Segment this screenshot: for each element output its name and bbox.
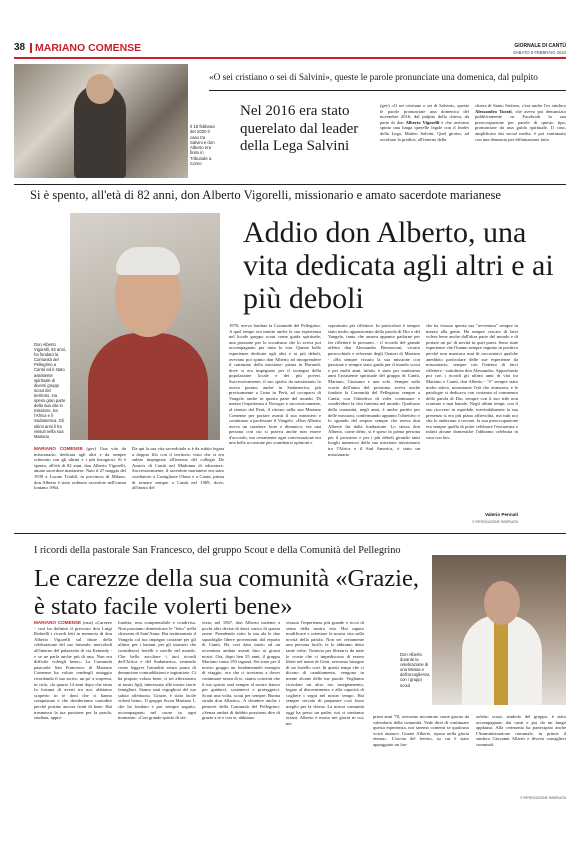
main-column-5: che ha vissuto questa sua "avventura" sempre in mezzo alla gente. Ha sempre cercato di farsi volere bene anche dall'altra parte del mondo e di portare un po' di novità in quei paesi. Sono state esperienze che l'hanno sempre segnato in positivo perché non mancava mai di raccontarci qualche aneddoto particolare delle sue esperienze da missionario, sempre con l'intento di farci riflettere - sottolinea don Alessandro. Approfondo poi con i ricordi gli ultimi anni di vita tra Mariano e Cantù, don Alberto - "è" sempre stato molto attivo, nonostante l'età che avanzava, e le patologie si dedicava con costanza al commento della parola di Dio, sempre con il suo stile non scontato e mai banale. Negli ultimi tempi, con il suo ricovero in ospedale, inevitabilmente la sua presenza si era più piano affievolita, ma tutti noi che lo andavano a trovare, la sua preoccupazione era sempre quella di poter celebrare l'eucarestia e infatti alcune domeniche l'abbiamo celebrata in casa con lui» — [426, 323, 518, 440]
section-divider — [30, 43, 32, 53]
banner-rule — [209, 90, 566, 91]
portrait-body — [88, 333, 208, 440]
second-byline-tag: (rma) — [82, 620, 94, 625]
quote-banner: «O sei cristiano o sei di Salvini», queste le parole pronunciate una domenica, dal pulpito — [209, 73, 538, 83]
main-byline-tag: (gev) — [86, 446, 97, 451]
second-photo-caption: Don Alberto durante la celebrazione di una Messa e dell'accoglienza con i gruppi scout — [400, 652, 430, 688]
second-headline: Le carezze della sua comunità «Grazie, è stato facile volerti bene» — [34, 565, 419, 620]
lega-column-1: (gev) «O sei cristiano o sei di Salvini», queste le parole pronunciate una domenica del novembre 2016, dal pulpito della chiesa, da parte di don Alberto Vigorelli e che avevano spinto una lunga querelle legale con il leader della Lega, Matteo Salvini. Quel giorno, ad ascoltare la predica, all'interno della — [380, 103, 469, 142]
section-separator — [14, 184, 566, 185]
lega-column-2: chiesa di Santo Stefano, c'era anche l'ex sindaco Alessandro Turati, che aveva poi denunciato pubblicamente su Facebook la sua preoccupazione per parole di questo tipo, pronunciate da una guida spirituale. Il caso, amplificato dai social media, è poi continuato con una denuncia per diffamazione fatta — [475, 103, 566, 142]
second-column-4: vissuto l'esperienza più grande e ricca di senso della nostra vita. Hai saputo modificare e orientare la nostra vita sulla novità della parola. Non sei certamente una persona facile, te lo abbiamo detto tante volte. Tuttavia per liberarci da tutte le croste che ci impediscono di essere liberi nel nome di Gesù, avevamo bisogno di un fratello così. In questi tempi che ci dicono di cambiamento, vengono in mente alcune delle tue parole. Vogliamo ricordare un altro tuo insegnamento, legato al discernimento e alla capacità di cogliere i segni nel nostro tempo. Hai sempre cercato di preparare così fosse meglio per la chiesa. La nostra comunità oggi ha perso un padre, noi ci sentiamo orfani. Alberto è morto nei giorni in cui, nei — [286, 620, 364, 726]
main-byline: MARIANO COMENSE — [34, 446, 83, 451]
issue-date: SABATO 5 FEBBRAIO 2022 — [513, 50, 566, 55]
second-column-6: zoletto scout, simbolo del gruppo, è stato accompagnato dai canti e poi da un lungo applauso. Alla cerimonia ha partecipato anche l'Amministrazione comunale, in primis il sindaco Giovanni Alberti e diversi consiglieri comunali. — [476, 714, 566, 747]
newspaper-name: GIORNALE DI CANTÙ — [514, 43, 566, 49]
salvini-court-photo — [14, 64, 188, 178]
second-column-1: MARIANO COMENSE (rma) «Carezze - così ha definito il prevosto don Luigi Redaelli i ricordi letti in memoria di don Alberto Vigorelli sul finire della celebrazione del suo funerale, mercoledì all'interno del palazzetto di via Kennedy - e se ne parla anche più di una. Non era difficile volergli bene». La Comunità pastorale San Francesco di Mariano Comense ha voluto renderglì omaggio ricordando il suo arrivo, un po' a sorpresa, in città, «la quarta 14 anni dopo che tanta fu fortuna di averti tra noi, abbiamo scoperto in te doni che ci hanno conquistato e che desideriamo custodire perché portino ancora frutti di bene. Hai trasmesso la tua passione per la parola, studiata, appro- — [34, 620, 112, 721]
priest-head — [86, 74, 114, 104]
main-column-2: Da qui la sua vita sacerdotale si è da subito legata a doppio filo con il territorio visto che si era subito impegnato all'interno del collegio De Amicis di Cantù nel Madonna di educatore. Successivamente, il sacerdote marianese era stato coadiutore a Castiglione Olona e a Cantù, prima di tornare sempre a Cantù nel 1969, dove, all'inizio del — [132, 446, 224, 491]
lega-photo-caption: Il 18 febbraio del 2020 il caso tra Salvini e don Alberto era finito in Tribunale a Como — [190, 124, 215, 167]
don-alberto-portrait — [70, 213, 220, 440]
main-copyright: © RIPRODUZIONE RISERVATA — [472, 520, 518, 524]
header-rule — [14, 57, 566, 59]
second-byline: MARIANO COMENSE — [34, 620, 82, 625]
section-title: MARIANO COMENSE — [35, 42, 142, 54]
section-separator-2 — [14, 533, 566, 534]
main-kicker: Si è spento, all'età di 82 anni, don Alberto Vigorelli, missionario e amato sacerdote marianese — [30, 188, 501, 202]
portrait-hair — [116, 247, 180, 275]
second-kicker: I ricordi della pastorale San Francesco, del gruppo Scout e della Comunità del Pellegrino — [34, 545, 401, 556]
main-column-3: 1970, aveva fondato la Comunità del Pellegrino. A quel tempo era intuito anche la sua esperienza nel locale gruppo scout come guida spirituale, una passione per lo scoutismo che lo aveva poi accompagnato per tutta la vita. Queste belle esperienze dedicate agli altri e ai più deboli, avevano poi spinto don Alberto ad intraprendere il cammino della missione: prima in Burundi, dove si era impegnato per il sostegno della popolazione locale e dei più poveri. Successivamente, il suo spirito da missionario lo aveva portato anche in Sudamerica, più precisamente a Lima in Perù, ad occuparsi di Vangelo anche in questa parte del mondo. Di mezzo l'esperienza a Novegro e successivamente, al rientro dal Perù, il ritorno nella sua Mariano Comense per portare avanti il suo ministero e continuare a professare il Vangelo. «Don Alberto aveva un carattere forte e dinamico; era una persona con cui si poteva anche non essere d'accordo, ma certamente ogni conversazione era una bella occasione per scambiarsi opinioni e — [229, 323, 321, 446]
main-photo-caption: Don Alberto Vigorelli, 82 anni, ha fondato la Comunità del Pellegrino a Cantù ed è stato assistente spirituale di diversi gruppi scout del territorio. Ha speso gran parte della sua vita in missione, tra l'Africa e il Sudamerica. Gli ultimi anni li ha vissuti nella sua Mariano — [34, 342, 67, 439]
second-column-3: vizio, nel 1967, don Alberto insieme a pochi altri decise di darci carico di questa onere. Prendendo sotto la sua ala le due squadriglie libere provenienti dal reparto di Cantù. Ha così dato inizio ad un avventura andata avanti fino ai giorni nostri. Ora, dopo ben 55 anni, il gruppo Mariano conta 150 ragazzi. Sei stato per il nostro gruppo un fondamentale esempio di viaggio, ora che ci troviamo a dover continuare senza di te, siamo convinti che il tuo spirito sarà sempre al nostro fianco per guidarci, sostenerci e proteggerci. Scout una volta, scout per sempre. Buona strada don Alberto». A chiudere anche i pensieri della Comunità del Pellegrino: «Senza ombra di dubbio possiamo dire di grazie a te e con te, abbiamo — [202, 620, 280, 721]
priest-face — [484, 581, 520, 625]
second-copyright: © RIPRODUZIONE RISERVATA — [520, 796, 566, 800]
lega-headline: Nel 2016 era stato querelato dal leader della Lega Salvini — [240, 103, 359, 154]
second-column-5: primi anni '70, avevamo incontrato come giorno da calendario della comunità. Vede direi di continuare questa esperienza, noi saremo contenti se qualcuno vorrà aiutarci. Grazie Alberto, riposa nella gloria eterna». L'uscita del feretro, su cui è stato appoggiato un faz- — [373, 714, 469, 747]
author-signature: Valerio Pennati — [485, 512, 518, 517]
main-column-1: MARIANO COMENSE (gev) Una vita da missionario, dedicata agli altri e da sempre schierato con gli ultimi e i più bisognosi. Si è spento, all'età di 82 anni, don Alberto Vigorelli, amato sacerdote marianese. Nato il 27 maggio del 1939 a Lucate Triuldi, in provincia di Milano, don Alberto è stato ordinato sacerdote nell'ormai lontano 1964. — [34, 446, 126, 491]
stole — [494, 619, 508, 705]
main-headline: Addio don Alberto, una vita dedicata agli altri e ai più deboli — [243, 216, 554, 315]
mass-celebration-photo — [432, 555, 566, 705]
page-number: 38 — [14, 42, 26, 53]
main-column-4: soprattutto per riflettere. In particolare è sempre stato molto appassionato della parola di Dio e del Vangelo, tanto che amava appunto parlarne per far riflettere le persone» - il ricordo del grande affetto don Alessandro Bernasconi, vicario parrocchiale e referente degli Oratori di Mariano - «Ha sempre vissuto la sua missione con passione e sempre stato guida per il mondo scout e per molti anni, infatti, è stato per tantissima anni l'assistente spirituale del gruppo di Cantù, Mariano, Giussano e non solo. Sempre sulla scorta dell'aiuto del prossimo aveva anche fondato la Comunità del Pellegrino sempre a Cantù, con l'obiettivo di voler continuare e condividere la vita fraterna nel mondo. Qualcuno della comunità, negli anni, è anche partito per delle missioni, confermando appunto l'obiettivo e lo sguardo del respiro sempre che aveva don Alberto fin dalla fondazione. Lo stesso don Alberto, come detto, si è speso in prima persona per il prossimo e per i più deboli girando tanti luoghi numerosi della sua missione missionario tra l'Africa e il Sud America, è stato un missionario — [328, 323, 420, 457]
second-column-2: fondita, resa comprensibile e condivisa. Non possiamo dimenticare le "letto" nella chiesetta di Sant'Anna. Hai testimoniato il Vangelo col tuo impegno costante per gli ultimi, per i lontani, per gli stranieri che consideravi fratelli e sorelle nel mondo. Che bello ascoltare i tuoi ricordi dell'Africa e del Sudamerica, sentendo come leggevi l'attualità senza paura di denunciare contraddizioni e ingiustizie. Ci ha proprio voluto bene, ti sei affezionato ai nostri figli, interessato alle nostre storie famigliari. Siamo stati orgogliosi del tuo saluto affettuoso. Grazie, è stato facile volerti bene». Il gruppo Scout Mariano 1, che ha fondato e poi sempre seguito, accompagnato nel cuore in ogni momento: «Con grande spirito di ser- — [118, 620, 196, 721]
